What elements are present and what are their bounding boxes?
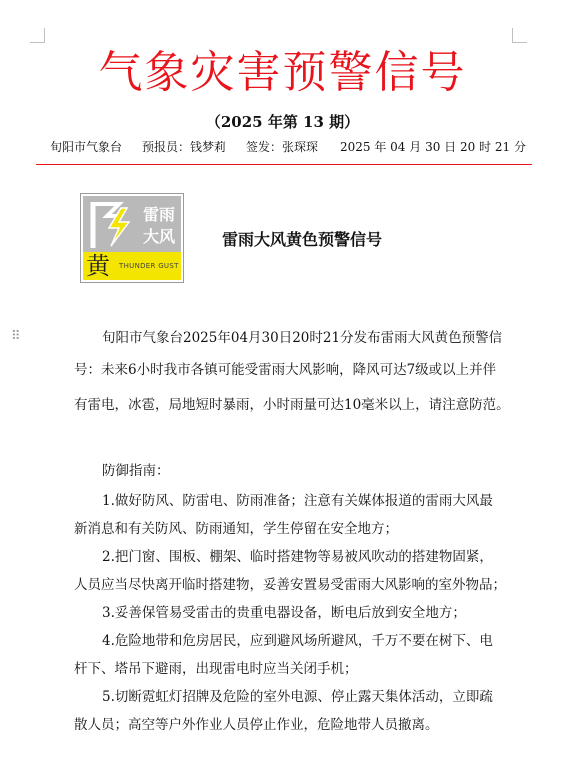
drag-handle-icon[interactable]: ⠿: [11, 329, 21, 344]
lightning-flag-icon: [89, 198, 139, 250]
guide-line: 杆下、塔吊下避雨，出现雷电时应当关闭手机；: [74, 661, 358, 677]
warning-title: 雷雨大风黄色预警信号: [222, 230, 383, 249]
thunderstorm-gale-yellow-signal-icon: [80, 193, 184, 283]
crop-mark-top-right: [512, 28, 527, 43]
guide-line: 人员应当尽快离开临时搭建物，妥善安置易受雷雨大风影响的室外物品；: [74, 577, 506, 593]
guide-line: 新消息和有关防风、防雨通知，学生停留在安全地方；: [74, 521, 398, 537]
issue-number: （2025 年第 13 期）: [205, 113, 360, 131]
meta-datetime: 2025 年 04 月 30 日 20 时 21 分: [340, 140, 526, 154]
guide-line: 1.做好防风、防雷电、防雨准备；注意有关媒体报道的雷雨大风最: [102, 493, 493, 509]
guide-line: 3.妥善保管易受雷击的贵重电器设备，断电后放到安全地方；: [102, 605, 466, 621]
guide-line: 4.危险地带和危房居民，应到避风场所避风，千万不要在树下、电: [102, 633, 493, 649]
guide-line: 散人员；高空等户外作业人员停止作业，危险地带人员撤离。: [74, 717, 439, 733]
guide-line: 2.把门窗、围板、棚架、临时搭建物等易被风吹动的搭建物固紧，: [102, 549, 493, 565]
guide-heading: 防御指南：: [102, 463, 170, 479]
meta-signer: 签发：张琛琛: [246, 140, 319, 154]
guide-line: 5.切断霓虹灯招牌及危险的室外电源、停止露天集体活动，立即疏: [102, 689, 493, 705]
meta-office: 旬阳市气象台: [50, 140, 123, 154]
meta-forecaster: 预报员：钱梦莉: [142, 140, 227, 154]
signal-label-line1: 雷雨: [143, 205, 176, 224]
page-title: 气象灾害预警信号: [98, 47, 467, 98]
body-line: 有雷电，冰雹，局地短时暴雨，小时雨量可达10毫米以上，请注意防范。: [74, 397, 510, 413]
header-meta: [50, 136, 526, 158]
body-line: 号：未来6小时我市各镇可能受雷雨大风影响，降风可达7级或以上并伴: [74, 362, 497, 378]
signal-label-line2: 大风: [143, 227, 176, 246]
signal-english-label: THUNDER GUST: [119, 262, 179, 270]
body-line: 旬阳市气象台2025年04月30日20时21分发布雷雨大风黄色预警信: [102, 330, 503, 346]
crop-mark-top-left: [30, 28, 45, 43]
header-divider: [36, 164, 532, 165]
signal-level-text: 黄: [86, 252, 110, 280]
